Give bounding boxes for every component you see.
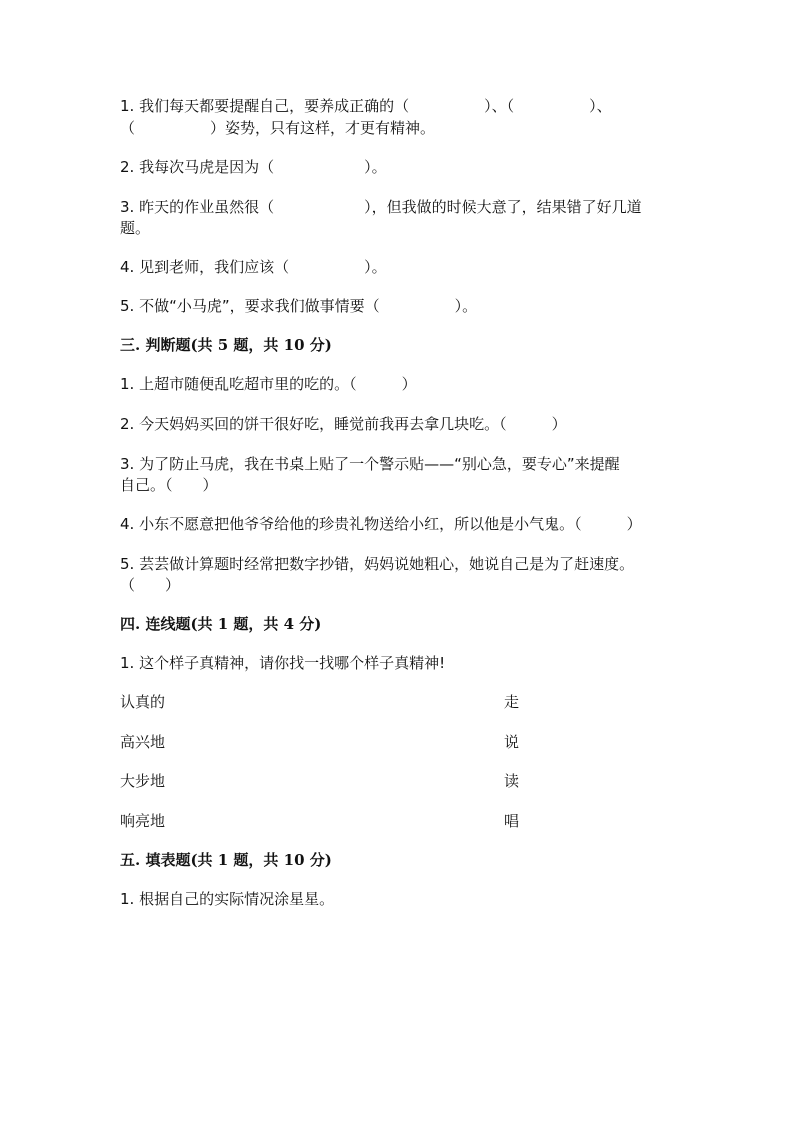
judge-q2: 2. 今天妈妈买回的饼干很好吃，睡觉前我再去拿几块吃。（ ） <box>120 415 567 433</box>
section-5-title: 五. 填表题(共 1 题，共 10 分) <box>120 851 332 869</box>
judge-q5-line1: 5. 芸芸做计算题时经常把数字抄错，妈妈说她粗心，她说自己是为了赶速度。 <box>120 555 635 573</box>
fill-blank-q1-line1: 1. 我们每天都要提醒自己，要养成正确的（ ）、（ ）、 <box>120 97 612 115</box>
fill-blank-q3-line2: 题。 <box>120 219 151 237</box>
match-right-1: 走 <box>504 693 520 711</box>
fill-blank-q1-line2: （ ）姿势，只有这样，才更有精神。 <box>120 119 436 137</box>
fill-blank-q3-line1: 3. 昨天的作业虽然很（ ），但我做的时候大意了，结果错了好几道 <box>120 198 642 216</box>
section-4-title: 四. 连线题(共 1 题，共 4 分) <box>120 615 322 633</box>
judge-q3-line1: 3. 为了防止马虎，我在书桌上贴了一个警示贴——“别心急，要专心”来提醒 <box>120 455 620 473</box>
fill-blank-q2: 2. 我每次马虎是因为（ ）。 <box>120 158 387 176</box>
match-right-2: 说 <box>504 733 520 751</box>
match-left-1: 认真的 <box>120 693 166 711</box>
section-3-title: 三. 判断题(共 5 题，共 10 分) <box>120 336 332 354</box>
match-left-2: 高兴地 <box>120 733 166 751</box>
match-left-4: 响亮地 <box>120 812 166 830</box>
match-right-4: 唱 <box>504 812 520 830</box>
judge-q4: 4. 小东不愿意把他爷爷给他的珍贵礼物送给小红，所以他是小气鬼。（ ） <box>120 515 642 533</box>
judge-q3-line2: 自己。（ ） <box>120 476 218 494</box>
judge-q1: 1. 上超市随便乱吃超市里的吃的。（ ） <box>120 375 417 393</box>
judge-q5-line2: （ ） <box>120 576 181 594</box>
table-question: 1. 根据自己的实际情况涂星星。 <box>120 890 335 908</box>
fill-blank-q5: 5. 不做“小马虎”，要求我们做事情要（ ）。 <box>120 297 478 315</box>
match-question: 1. 这个样子真精神，请你找一找哪个样子真精神! <box>120 654 446 672</box>
match-right-3: 读 <box>504 772 520 790</box>
fill-blank-q4: 4. 见到老师，我们应该（ ）。 <box>120 258 387 276</box>
match-left-3: 大步地 <box>120 772 166 790</box>
